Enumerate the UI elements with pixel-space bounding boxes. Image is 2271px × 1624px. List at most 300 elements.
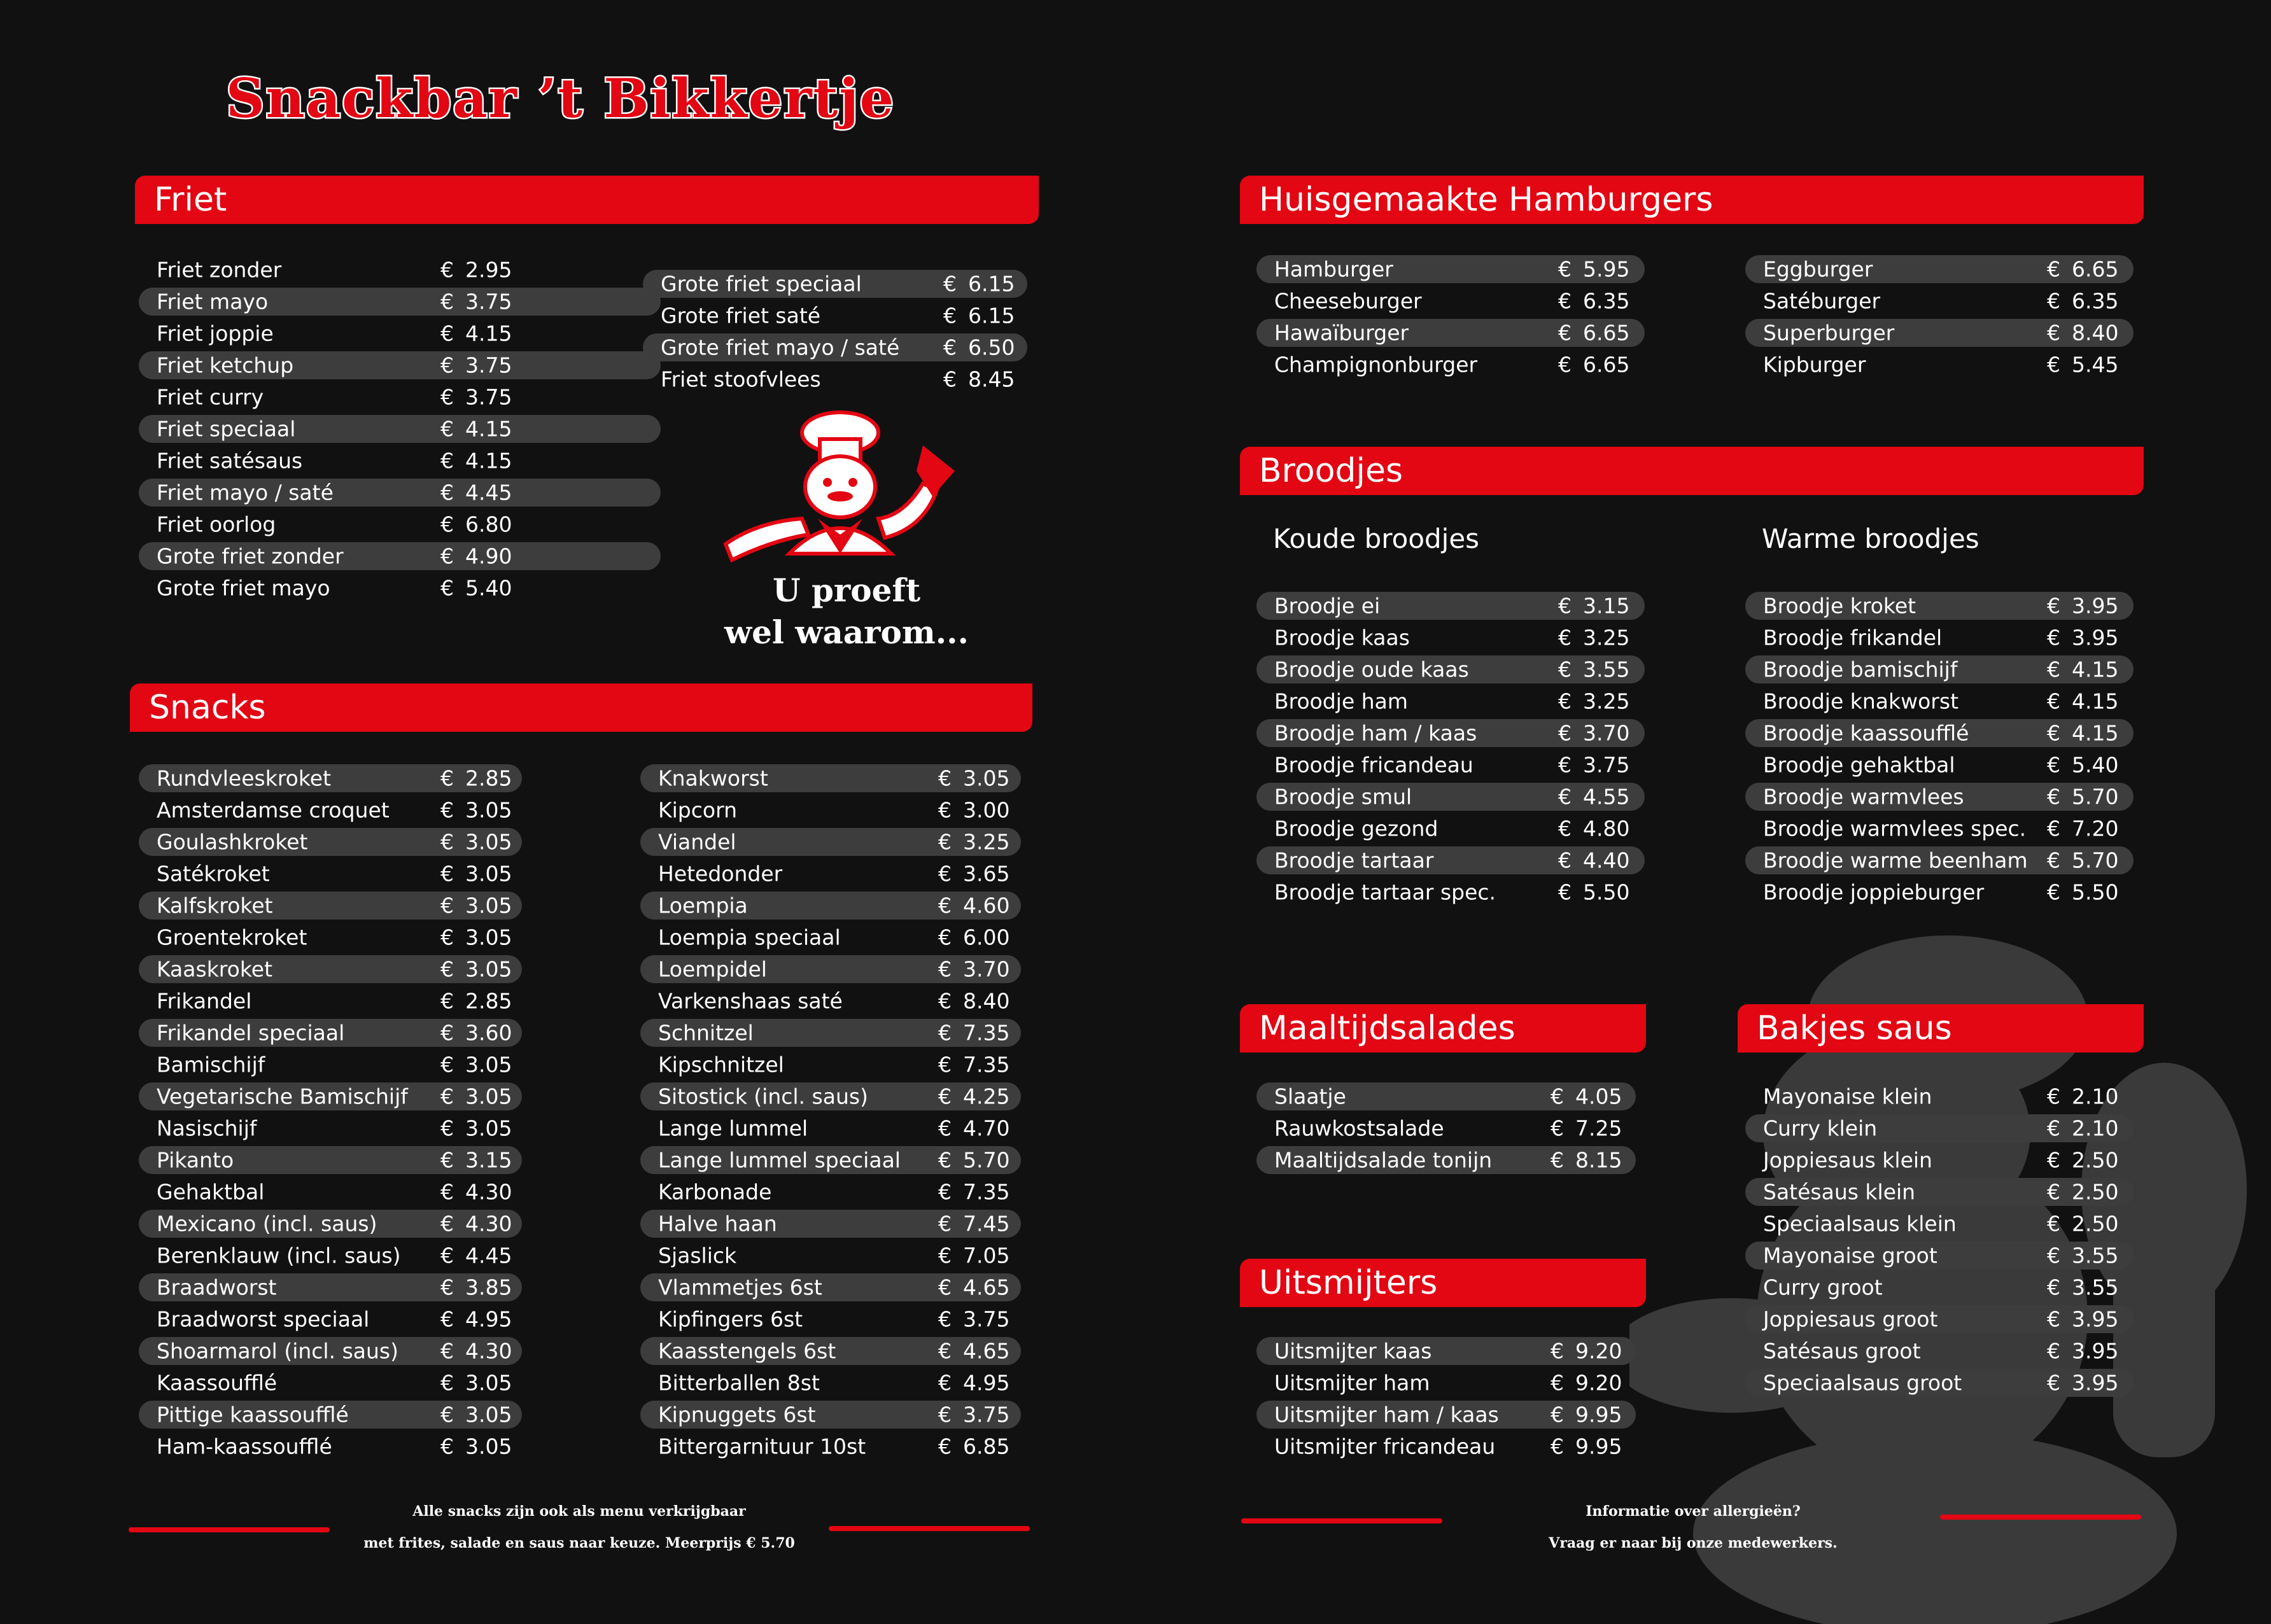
menu-item — [640, 1019, 1021, 1047]
price-value: 4.25 — [963, 1084, 1010, 1109]
menu-item-name: Friet oorlog — [157, 512, 276, 537]
currency-symbol: € — [1550, 1402, 1564, 1427]
currency-symbol: € — [440, 289, 454, 314]
price-value: 4.30 — [465, 1179, 512, 1205]
menu-item-name: Joppiesaus klein — [1763, 1147, 1932, 1173]
section-bar-broodjes — [1240, 447, 2144, 495]
menu-item — [1256, 878, 1645, 906]
currency-symbol: € — [1550, 1084, 1564, 1109]
menu-item — [139, 1305, 522, 1333]
menu-item-name: Grote friet speciaal — [661, 271, 862, 297]
menu-item-name: Bamischijf — [157, 1052, 265, 1077]
subheading-warme-broodjes: Warme broodjes — [1762, 523, 1979, 554]
menu-item-name: Broodje knakworst — [1763, 689, 1959, 714]
currency-symbol: € — [1558, 256, 1571, 282]
menu-item-name: Broodje warme beenham — [1763, 848, 2028, 873]
chef-mascot-icon — [713, 407, 967, 573]
menu-item-price — [943, 304, 1015, 328]
menu-item — [139, 447, 661, 475]
currency-symbol: € — [943, 335, 957, 360]
menu-item — [139, 1051, 522, 1079]
currency-symbol: € — [938, 766, 952, 791]
menu-item — [1745, 1082, 2134, 1110]
menu-item-name: Kaaskroket — [157, 956, 273, 982]
menu-item-price — [1550, 1084, 1622, 1109]
currency-symbol: € — [1558, 784, 1571, 809]
menu-item-name: Vlammetjes 6st — [658, 1275, 822, 1300]
menu-item-name: Kipcorn — [658, 797, 737, 823]
currency-symbol: € — [440, 1084, 454, 1109]
menu-item-name: Berenklauw (incl. saus) — [157, 1243, 401, 1268]
menu-item-price — [2047, 721, 2118, 746]
currency-symbol: € — [2047, 593, 2060, 619]
price-value: 5.45 — [2072, 352, 2119, 377]
menu-item-name: Hawaïburger — [1274, 320, 1409, 346]
subheading-koude-broodjes: Koude broodjes — [1273, 523, 1480, 554]
menu-item-name: Friet zonder — [157, 257, 282, 283]
divider-line — [129, 1527, 330, 1532]
menu-item — [139, 1019, 522, 1047]
currency-symbol: € — [440, 575, 454, 601]
price-value: 4.80 — [1583, 816, 1630, 841]
menu-item — [640, 796, 1021, 824]
currency-symbol: € — [440, 1370, 454, 1396]
menu-item — [139, 1369, 522, 1397]
price-value: 9.20 — [1575, 1338, 1622, 1364]
currency-symbol: € — [2047, 1211, 2060, 1236]
menu-item — [139, 796, 522, 824]
section-title-hamburgers: Huisgemaakte Hamburgers — [1259, 181, 1713, 219]
menu-item-name: Frikandel — [157, 988, 252, 1014]
menu-item — [640, 1432, 1021, 1460]
menu-item-name: Rundvleeskroket — [157, 766, 332, 791]
menu-item-price — [1558, 785, 1629, 809]
menu-item-name: Uitsmijter kaas — [1274, 1338, 1432, 1364]
menu-item-name: Friet stoofvlees — [661, 367, 821, 392]
price-value: 6.50 — [968, 335, 1015, 360]
menu-item — [640, 923, 1021, 951]
menu-item-price — [2047, 657, 2118, 682]
menu-item-name: Friet curry — [157, 384, 264, 410]
menu-item-name: Joppiesaus groot — [1763, 1306, 1938, 1332]
currency-symbol: € — [2047, 848, 2060, 873]
price-value: 3.25 — [963, 829, 1010, 855]
snacks-footer-line-2: met frites, salade en saus naar keuze. Meerprijs € 5.70 — [363, 1535, 795, 1551]
menu-item — [1745, 1242, 2134, 1270]
menu-item — [1745, 1305, 2134, 1333]
menu-item-price — [938, 1307, 1009, 1332]
menu-item — [139, 1401, 522, 1429]
menu-item-name: Cheeseburger — [1274, 288, 1422, 314]
menu-item-price — [440, 480, 512, 505]
price-value: 4.15 — [2072, 689, 2119, 714]
currency-symbol: € — [938, 1434, 952, 1459]
price-value: 4.15 — [2072, 657, 2119, 682]
menu-item-name: Broodje bamischijf — [1763, 657, 1958, 682]
menu-item-name: Kaasstengels 6st — [658, 1338, 836, 1364]
price-value: 3.75 — [465, 353, 512, 378]
menu-item-price — [440, 1180, 512, 1205]
currency-symbol: € — [440, 1402, 454, 1427]
price-value: 2.10 — [2072, 1084, 2119, 1109]
menu-item — [643, 270, 1027, 298]
section-bar-friet — [135, 176, 1039, 224]
currency-symbol: € — [1550, 1147, 1564, 1173]
menu-item — [139, 860, 522, 888]
price-value: 7.05 — [963, 1243, 1010, 1268]
menu-item-price — [1558, 257, 1629, 282]
slogan-line-2: wel waarom... — [724, 613, 969, 651]
menu-item-name: Pikanto — [157, 1147, 234, 1173]
menu-item — [139, 1146, 522, 1174]
currency-symbol: € — [938, 1084, 952, 1109]
price-value: 2.50 — [2072, 1211, 2119, 1236]
menu-item-price — [1558, 880, 1629, 905]
currency-symbol: € — [1558, 657, 1571, 682]
price-value: 5.95 — [1583, 256, 1630, 282]
price-value: 3.25 — [1583, 625, 1630, 650]
currency-symbol: € — [938, 829, 952, 855]
menu-item-name: Friet joppie — [157, 321, 274, 346]
price-value: 6.65 — [1583, 352, 1630, 377]
menu-item-price — [440, 989, 512, 1014]
price-value: 3.05 — [465, 1116, 512, 1141]
menu-item — [640, 1305, 1021, 1333]
price-value: 7.35 — [963, 1052, 1010, 1077]
menu-item-name: Karbonade — [658, 1179, 772, 1205]
menu-item-price — [2047, 880, 2118, 905]
menu-item-price — [943, 272, 1015, 297]
currency-symbol: € — [2047, 1116, 2060, 1141]
menu-item-price — [440, 1275, 512, 1300]
currency-symbol: € — [1558, 752, 1571, 778]
price-value: 9.95 — [1575, 1402, 1622, 1427]
currency-symbol: € — [440, 321, 454, 346]
divider-line — [1241, 1518, 1442, 1523]
menu-item-price — [440, 1243, 512, 1268]
menu-item-price — [943, 367, 1015, 392]
menu-item-price — [938, 1275, 1009, 1300]
menu-item-price — [2047, 353, 2118, 377]
currency-symbol: € — [938, 797, 952, 823]
menu-item-price — [440, 1212, 512, 1236]
currency-symbol: € — [943, 367, 957, 392]
menu-item-price — [938, 1212, 1009, 1236]
price-value: 3.85 — [465, 1275, 512, 1300]
price-value: 9.95 — [1575, 1434, 1622, 1459]
menu-item-name: Satésaus klein — [1763, 1179, 1916, 1205]
currency-symbol: € — [943, 303, 957, 328]
menu-item-name: Superburger — [1763, 320, 1895, 346]
price-value: 4.30 — [465, 1338, 512, 1364]
menu-item-name: Sitostick (incl. saus) — [658, 1084, 868, 1109]
menu-item-name: Broodje kroket — [1763, 593, 1916, 619]
price-value: 4.65 — [963, 1338, 1010, 1364]
currency-symbol: € — [938, 925, 952, 950]
menu-item-price — [440, 798, 512, 823]
menu-item-name: Schnitzel — [658, 1020, 754, 1046]
menu-item-name: Viandel — [658, 829, 736, 855]
menu-item — [1256, 1082, 1636, 1110]
menu-item-price — [1550, 1116, 1622, 1141]
menu-item-price — [2047, 594, 2118, 619]
price-value: 4.60 — [963, 893, 1010, 918]
currency-symbol: € — [2047, 689, 2060, 714]
menu-item-name: Braadworst — [157, 1275, 277, 1300]
menu-item-price — [440, 417, 512, 442]
menu-item — [1745, 624, 2134, 652]
menu-item — [1256, 1369, 1636, 1397]
menu-item-price — [2047, 1275, 2118, 1300]
menu-item-name: Rauwkostsalade — [1274, 1116, 1444, 1141]
menu-item — [1256, 1146, 1636, 1174]
menu-item-price — [938, 1243, 1009, 1268]
price-value: 3.05 — [465, 1402, 512, 1427]
currency-symbol: € — [1558, 848, 1571, 873]
menu-item-price — [938, 798, 1009, 823]
section-title-broodjes: Broodjes — [1259, 452, 1403, 490]
currency-symbol: € — [938, 1211, 952, 1236]
menu-item-price — [440, 512, 512, 537]
menu-item — [640, 860, 1021, 888]
menu-item-price — [938, 1339, 1009, 1364]
price-value: 3.55 — [2072, 1243, 2119, 1268]
price-value: 5.50 — [1583, 879, 1630, 905]
menu-item-name: Satéburger — [1763, 288, 1881, 314]
menu-item — [139, 319, 661, 347]
menu-item-price — [1558, 753, 1629, 778]
menu-item — [139, 1337, 522, 1365]
menu-item-price — [440, 925, 512, 950]
menu-item — [640, 1178, 1021, 1206]
menu-item-price — [938, 1148, 1009, 1173]
price-value: 4.55 — [1583, 784, 1630, 809]
price-value: 3.15 — [1583, 593, 1630, 619]
price-value: 3.75 — [465, 289, 512, 314]
price-value: 4.90 — [465, 543, 512, 569]
menu-item-price — [938, 957, 1009, 982]
menu-item-price — [938, 1371, 1009, 1396]
price-value: 3.05 — [465, 1370, 512, 1396]
menu-item — [1256, 319, 1645, 347]
menu-item-price — [2047, 1084, 2118, 1109]
menu-item — [139, 1178, 522, 1206]
menu-item-name: Broodje ei — [1274, 593, 1381, 619]
currency-symbol: € — [2047, 1147, 2060, 1173]
menu-item-name: Grote friet zonder — [157, 543, 344, 569]
menu-item-price — [440, 1371, 512, 1396]
menu-item-name: Uitsmijter ham — [1274, 1370, 1430, 1396]
menu-item-price — [938, 1403, 1009, 1427]
menu-item — [1256, 655, 1645, 683]
slogan — [681, 570, 1012, 654]
price-value: 8.15 — [1575, 1147, 1622, 1173]
menu-item-price — [2047, 321, 2118, 346]
menu-item — [1745, 751, 2134, 779]
menu-item-price — [2047, 1371, 2118, 1396]
menu-item-name: Kaassoufflé — [157, 1370, 278, 1396]
menu-item-price — [440, 544, 512, 569]
menu-item-name: Shoarmarol (incl. saus) — [157, 1338, 398, 1364]
menu-item-price — [1550, 1339, 1622, 1364]
currency-symbol: € — [1558, 625, 1571, 650]
menu-item — [1256, 1401, 1636, 1429]
menu-item-price — [440, 1053, 512, 1077]
currency-symbol: € — [440, 353, 454, 378]
menu-item-name: Friet satésaus — [157, 448, 303, 473]
price-value: 7.35 — [963, 1179, 1010, 1205]
menu-item — [640, 1146, 1021, 1174]
price-value: 7.20 — [2072, 816, 2119, 841]
menu-item-price — [2047, 257, 2118, 282]
menu-item — [1745, 655, 2134, 683]
menu-item-name: Slaatje — [1274, 1084, 1346, 1109]
price-value: 4.15 — [465, 416, 512, 442]
price-value: 3.65 — [963, 861, 1010, 886]
menu-item-price — [938, 893, 1009, 918]
currency-symbol: € — [938, 1179, 952, 1205]
menu-item-price — [2047, 1339, 2118, 1364]
menu-item — [640, 892, 1021, 920]
currency-symbol: € — [1558, 288, 1571, 314]
price-value: 4.45 — [465, 480, 512, 505]
price-value: 8.40 — [2072, 320, 2119, 346]
price-value: 2.50 — [2072, 1147, 2119, 1173]
menu-item — [1256, 351, 1645, 379]
menu-item — [640, 828, 1021, 856]
menu-item-price — [1550, 1403, 1622, 1427]
menu-item-name: Lange lummel speciaal — [658, 1147, 901, 1173]
currency-symbol: € — [440, 1052, 454, 1077]
currency-symbol: € — [2047, 816, 2060, 841]
menu-item-name: Bitterballen 8st — [658, 1370, 820, 1396]
menu-item-name: Grote friet mayo — [157, 575, 330, 601]
menu-item-name: Sjaslick — [658, 1243, 737, 1268]
currency-symbol: € — [1550, 1116, 1564, 1141]
section-title-snacks: Snacks — [149, 689, 266, 727]
price-value: 3.05 — [465, 797, 512, 823]
price-value: 3.25 — [1583, 689, 1630, 714]
menu-item-name: Satésaus groot — [1763, 1338, 1921, 1364]
price-value: 3.05 — [465, 1434, 512, 1459]
menu-item-name: Grote friet mayo / saté — [661, 335, 900, 360]
price-value: 4.15 — [465, 448, 512, 473]
currency-symbol: € — [938, 893, 952, 918]
menu-item-price — [2047, 1180, 2118, 1205]
menu-item-price — [2047, 1307, 2118, 1332]
menu-item-price — [440, 862, 512, 886]
menu-item — [640, 1051, 1021, 1079]
menu-item-name: Broodje kaas — [1274, 625, 1410, 650]
menu-item-name: Varkenshaas saté — [658, 988, 843, 1014]
currency-symbol: € — [938, 1052, 952, 1077]
menu-item-name: Knakworst — [658, 766, 768, 791]
menu-item-name: Curry groot — [1763, 1275, 1883, 1300]
menu-item — [1745, 719, 2134, 747]
currency-symbol: € — [1558, 689, 1571, 714]
menu-item — [139, 1242, 522, 1270]
menu-item — [1745, 1146, 2134, 1174]
menu-item-name: Curry klein — [1763, 1116, 1878, 1141]
price-value: 8.40 — [963, 988, 1010, 1014]
currency-symbol: € — [440, 925, 454, 950]
price-value: 3.95 — [2072, 1370, 2119, 1396]
price-value: 3.05 — [465, 925, 512, 950]
currency-symbol: € — [440, 416, 454, 442]
menu-item — [139, 1432, 522, 1460]
currency-symbol: € — [1558, 593, 1571, 619]
menu-item-price — [938, 766, 1009, 791]
menu-item-name: Gehaktbal — [157, 1179, 265, 1205]
menu-item-price — [943, 335, 1015, 360]
menu-item-name: Uitsmijter fricandeau — [1274, 1434, 1496, 1459]
menu-item — [1745, 319, 2134, 347]
menu-item — [139, 415, 661, 443]
price-value: 4.70 — [963, 1116, 1010, 1141]
price-value: 7.45 — [963, 1211, 1010, 1236]
price-value: 6.35 — [1583, 288, 1630, 314]
menu-item-name: Mexicano (incl. saus) — [157, 1211, 377, 1236]
menu-item-price — [440, 1116, 512, 1141]
menu-item-name: Kipschnitzel — [658, 1052, 784, 1077]
menu-item — [640, 1369, 1021, 1397]
menu-item — [640, 764, 1021, 792]
menu-item-price — [440, 258, 512, 283]
price-value: 3.05 — [465, 1052, 512, 1077]
menu-item-name: Loempidel — [658, 956, 767, 982]
menu-item — [1256, 846, 1645, 874]
price-value: 6.35 — [2072, 288, 2119, 314]
menu-item — [139, 479, 661, 507]
menu-item — [1745, 255, 2134, 283]
menu-item-name: Grote friet saté — [661, 303, 821, 328]
price-value: 3.05 — [465, 893, 512, 918]
currency-symbol: € — [2047, 752, 2060, 778]
menu-item — [1745, 1273, 2134, 1301]
currency-symbol: € — [440, 893, 454, 918]
menu-item — [139, 574, 661, 602]
section-bar-saus — [1738, 1004, 2144, 1053]
price-value: 4.95 — [963, 1370, 1010, 1396]
menu-item — [640, 1401, 1021, 1429]
menu-item-price — [440, 353, 512, 378]
price-value: 4.15 — [2072, 720, 2119, 746]
currency-symbol: € — [938, 988, 952, 1014]
menu-item — [643, 302, 1027, 330]
price-value: 3.95 — [2072, 1306, 2119, 1332]
currency-symbol: € — [938, 1147, 952, 1173]
currency-symbol: € — [440, 861, 454, 886]
allergy-info-line-2: Vraag er naar bij onze medewerkers. — [1549, 1535, 1838, 1551]
menu-item-price — [938, 862, 1009, 886]
currency-symbol: € — [938, 1306, 952, 1332]
section-bar-snacks — [130, 683, 1032, 732]
menu-item-name: Broodje warmvlees spec. — [1763, 816, 2027, 841]
price-value: 3.05 — [963, 766, 1010, 791]
price-value: 8.45 — [968, 367, 1015, 392]
menu-item-name: Broodje gehaktbal — [1763, 752, 1955, 778]
menu-item-price — [1558, 816, 1629, 841]
currency-symbol: € — [2047, 1275, 2060, 1300]
menu-item-price — [440, 1307, 512, 1332]
price-value: 4.05 — [1575, 1084, 1622, 1109]
menu-item-name: Friet ketchup — [157, 353, 294, 378]
menu-item-price — [2047, 689, 2118, 714]
currency-symbol: € — [440, 1306, 454, 1332]
menu-item-name: Champignonburger — [1274, 352, 1478, 377]
menu-item-price — [1558, 353, 1629, 377]
price-value: 2.50 — [2072, 1179, 2119, 1205]
